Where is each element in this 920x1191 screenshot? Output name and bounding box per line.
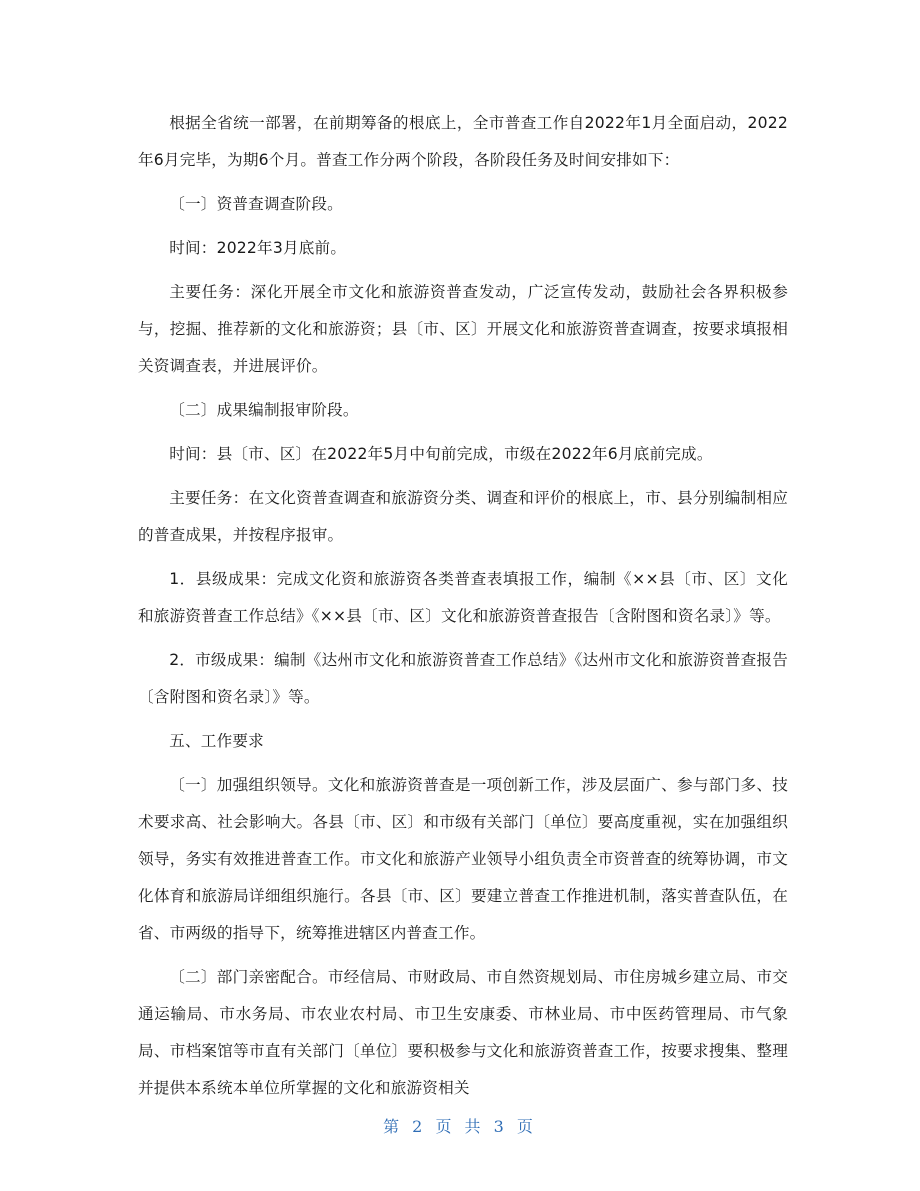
paragraph-organization-leadership: 〔一〕加强组织领导。文化和旅游资普查是一项创新工作，涉及层面广、参与部门多、技术要求高、社会影响大。各县〔市、区〕和市级有关部门〔单位〕要高度重视，实在加强组织领导，务实有效推进普查工作。市文化和旅游产业领导小组负责全市资普查的统筹协调，市文化体育和旅游局详细组织施行。各县〔市、区〕要建立普查工作推进机制，落实普查队伍，在省、市两级的指导下，统筹推进辖区内普查工作。 — [138, 776, 788, 942]
paragraph-stage-one-time: 时间：2022年3月底前。 — [169, 239, 347, 257]
paragraph-stage-one-tasks: 主要任务：深化开展全市文化和旅游资普查发动，广泛宣传发动，鼓励社会各界积极参与，挖掘、推荐新的文化和旅游资；县〔市、区〕开展文化和旅游资普查调查，按要求填报相关资调查表，并进展评价。 — [138, 283, 788, 375]
paragraph-stage-one-heading: 〔一〕资普查调查阶段。 — [169, 195, 343, 213]
paragraph-stage-two-tasks: 主要任务：在文化资普查调查和旅游资分类、调查和评价的根底上，市、县分别编制相应的普查成果，并按程序报审。 — [138, 489, 788, 544]
paragraph-city-results: 2．市级成果：编制《达州市文化和旅游资普查工作总结》《达州市文化和旅游资普查报告〔含附图和资名录〕》等。 — [138, 651, 788, 706]
section-heading-work-requirements: 五、工作要求 — [169, 732, 264, 750]
page-number-footer: 第 2 页 共 3 页 — [383, 1117, 537, 1136]
paragraph-department-cooperation: 〔二〕部门亲密配合。市经信局、市财政局、市自然资规划局、市住房城乡建立局、市交通运输局、市水务局、市农业农村局、市卫生安康委、市林业局、市中医药管理局、市气象局、市档案馆等市直有关部门〔单位〕要积极参与文化和旅游资普查工作，按要求搜集、整理并提供本系统本单位所掌握的文化和旅游资相关 — [138, 968, 788, 1097]
paragraph-stage-two-heading: 〔二〕成果编制报审阶段。 — [169, 401, 359, 419]
paragraph-county-results: 1．县级成果：完成文化资和旅游资各类普查表填报工作，编制《××县〔市、区〕文化和旅游资普查工作总结》《××县〔市、区〕文化和旅游资普查报告〔含附图和资名录〕》等。 — [138, 570, 788, 625]
document-body — [138, 105, 788, 1114]
paragraph-stage-two-time: 时间：县〔市、区〕在2022年5月中旬前完成，市级在2022年6月底前完成。 — [169, 445, 713, 463]
paragraph-intro: 根据全省统一部署，在前期筹备的根底上，全市普查工作自2022年1月全面启动，2022年6月完毕，为期6个月。普查工作分两个阶段，各阶段任务及时间安排如下： — [138, 114, 788, 169]
